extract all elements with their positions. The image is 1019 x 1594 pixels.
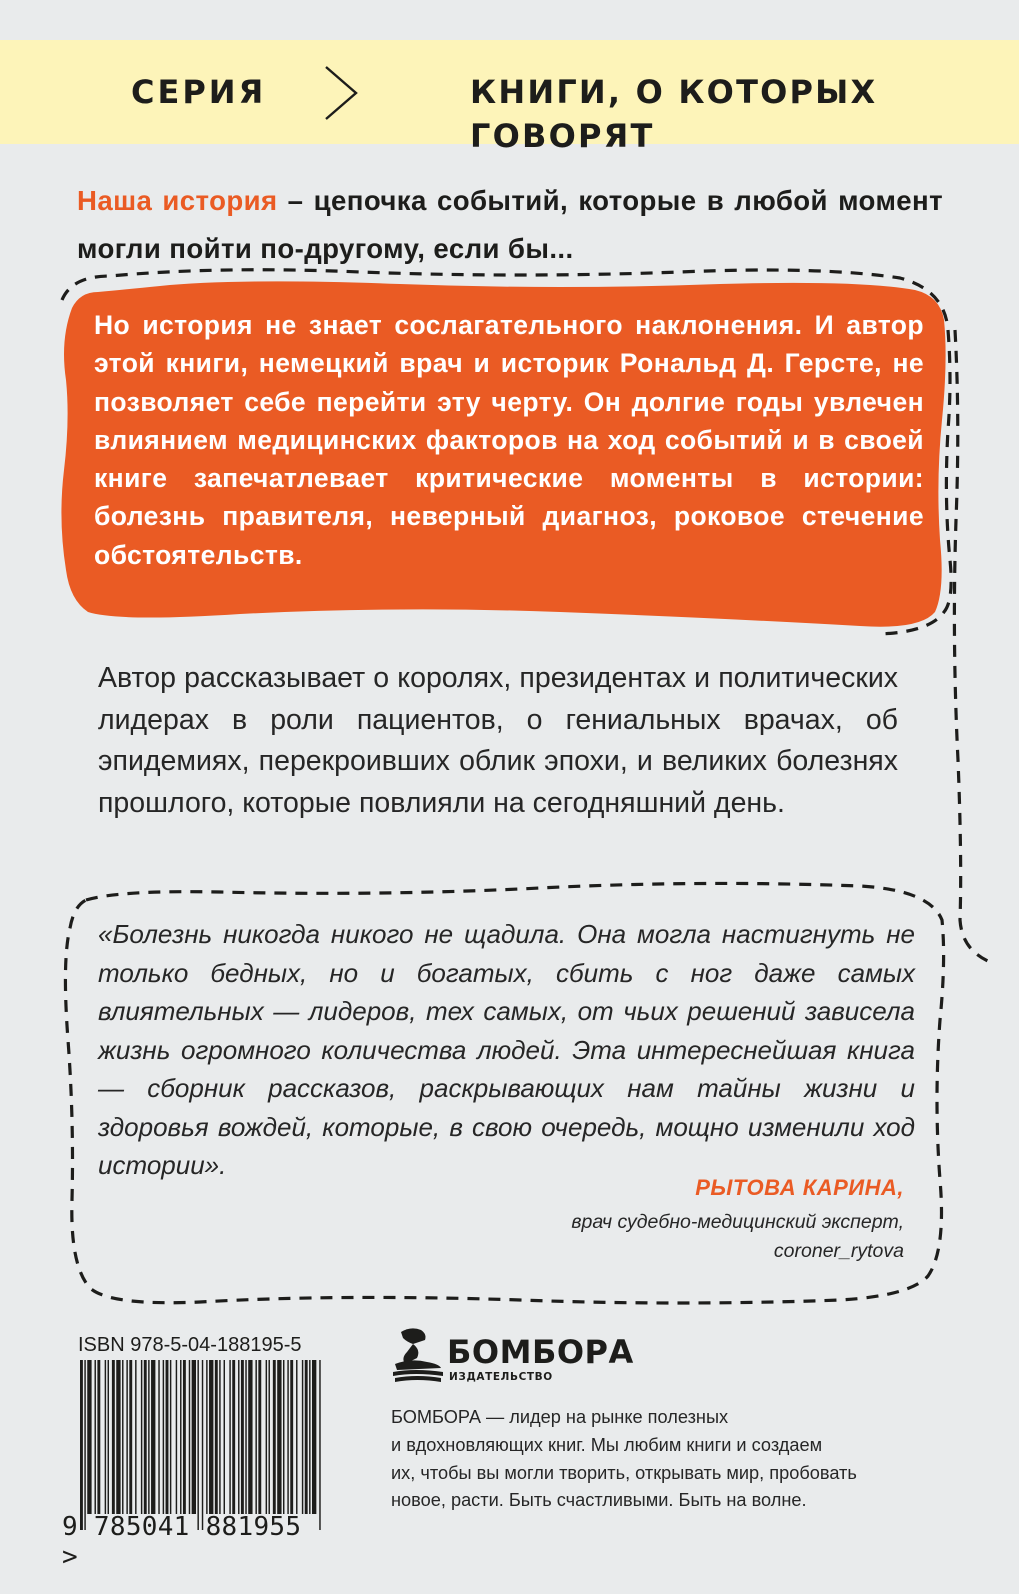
publisher-blurb-line: новое, расти. Быть счастливыми. Быть на волне. <box>391 1490 807 1511</box>
barcode-bar <box>141 1360 142 1514</box>
publisher-blurb-line: их, чтобы вы могли творить, открывать мир, пробовать <box>391 1462 857 1483</box>
barcode-bar <box>258 1360 261 1514</box>
intro-text: – цепочка событий, которые в любой момент могли пойти по-другому, если бы... <box>77 185 943 264</box>
barcode-digits: 9 785041 881955 > <box>62 1512 302 1572</box>
barcode-bar <box>112 1360 115 1514</box>
barcode-bar <box>206 1360 207 1514</box>
barcode-bar <box>283 1360 284 1514</box>
quote-author-handle: coroner_rytova <box>773 1240 904 1262</box>
barcode-bar <box>245 1360 246 1514</box>
publisher-blurb-line: БОМБОРА — лидер на рынке полезных <box>391 1407 729 1427</box>
barcode-bar <box>266 1360 267 1514</box>
barcode-bar <box>105 1360 106 1514</box>
intro-highlight: Наша история <box>77 185 278 216</box>
barcode-bar <box>238 1360 239 1514</box>
barcode-bar <box>189 1360 190 1514</box>
barcode-bar <box>180 1360 181 1514</box>
barcode <box>78 1360 326 1530</box>
publisher-subtitle: ИЗДАТЕЛЬСТВО <box>449 1371 553 1383</box>
barcode-bar <box>122 1360 123 1514</box>
barcode-bar <box>296 1360 297 1514</box>
barcode-bar <box>108 1360 109 1514</box>
barcode-bar <box>305 1360 308 1514</box>
barcode-bar <box>319 1360 320 1530</box>
barcode-bar <box>144 1360 147 1514</box>
barcode-bar <box>95 1360 96 1514</box>
barcode-bar <box>224 1360 225 1514</box>
barcode-bar <box>135 1360 136 1514</box>
barcode-bar <box>232 1360 235 1514</box>
publisher-blurb <box>391 1404 911 1515</box>
barcode-bar <box>192 1360 196 1514</box>
barcode-bar <box>148 1360 149 1514</box>
barcode-bar <box>87 1360 91 1514</box>
barcode-bar <box>97 1360 100 1514</box>
quote-author-details <box>304 1208 904 1266</box>
barcode-bar <box>183 1360 186 1514</box>
barcode-bar <box>255 1360 256 1514</box>
barcode-bar <box>241 1360 244 1514</box>
barcode-bar <box>176 1360 177 1514</box>
bombora-logo-icon <box>391 1324 445 1386</box>
barcode-bar <box>269 1360 270 1514</box>
publisher-blurb-line: и вдохновляющих книг. Мы любим книги и создаем <box>391 1434 823 1455</box>
barcode-bar <box>290 1360 293 1514</box>
barcode-bar <box>129 1360 132 1514</box>
barcode-bar <box>229 1360 230 1514</box>
barcode-bar <box>116 1360 120 1514</box>
barcode-bar <box>309 1360 310 1514</box>
barcode-bar <box>151 1360 155 1514</box>
barcode-bar <box>202 1360 203 1530</box>
highlight-box-text: Но история не знает сослагательного наклонения. И автор этой книги, немецкий врач и историк Рональд Д. Герсте, не позволяет себе перейти эту черту. Он долгие годы увлечен влиянием медицинских факторов на ход событий и в своей книге запечатлевает критические моменты в истории: болезнь правителя, неверный диагноз, роковое стечение обстоятельств. <box>94 310 924 570</box>
quote-author-role: врач судебно-медицинский эксперт, <box>571 1211 904 1233</box>
publisher-name: БОМБОРА <box>447 1333 634 1371</box>
barcode-bar <box>126 1360 127 1514</box>
isbn-label: ISBN 978-5-04-188195-5 <box>78 1334 302 1356</box>
barcode-bar <box>166 1360 169 1514</box>
barcode-bar <box>273 1360 276 1514</box>
body-paragraph: Автор рассказывает о королях, президентах и политических лидерах в роли пациентов, о гениальных врачах, об эпидемиях, перекроивших облик эпохи, и великих болезнях прошлого, которые повлияли на сегодняшний день. <box>98 662 898 819</box>
barcode-bar <box>209 1360 213 1514</box>
barcode-bar <box>80 1360 83 1530</box>
series-title: КНИГИ, О КОТОРЫХ ГОВОРЯТ <box>470 73 878 155</box>
barcode-bar <box>287 1360 288 1514</box>
barcode-bar <box>277 1360 281 1514</box>
barcode-bar <box>197 1360 198 1530</box>
barcode-bar <box>84 1360 85 1530</box>
barcode-bar <box>215 1360 218 1514</box>
barcode-bar <box>312 1360 316 1514</box>
barcode-bar <box>158 1360 159 1514</box>
quote-text: «Болезнь никогда никого не щадила. Она могла настигнуть не только бедных, но и богатых, сбить с ног даже самых влиятельных — лидеров, тех самых, от чьих решений зависела жизнь огромного количества людей. Эта интереснейшая книга — сборник рассказов, раскрывающих нам тайны жизни и здоровья вождей, которые, в свою очередь, мощно изменили ход истории». <box>98 919 915 1180</box>
barcode-bar <box>248 1360 252 1514</box>
barcode-bar <box>302 1360 303 1514</box>
series-label: СЕРИЯ <box>131 73 267 111</box>
barcode-bar <box>219 1360 220 1514</box>
barcode-bar <box>163 1360 164 1514</box>
barcode-bar <box>170 1360 171 1514</box>
quote-author: РЫТОВА КАРИНА, <box>695 1175 904 1200</box>
